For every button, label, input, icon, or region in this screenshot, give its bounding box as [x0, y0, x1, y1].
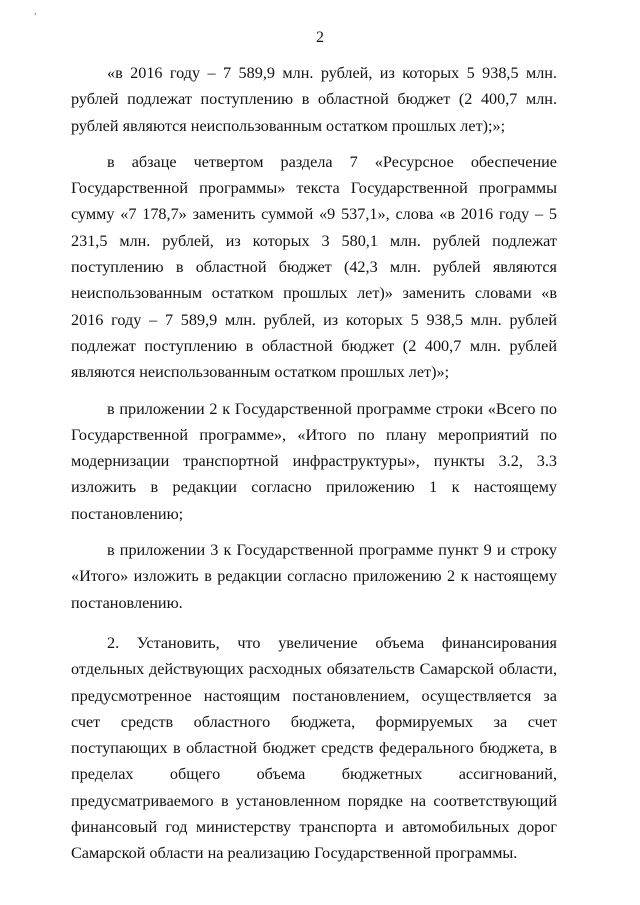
document-body [71, 60, 557, 867]
paragraph-2: в абзаце четвертом раздела 7 «Ресурсное обеспечение Государственной программы» текста Государственной программы сумму «7 178,7» заменить суммой «9 537,1», слова «в 2016 году – 5 231,5 млн. рублей, из которых 3 580,1 млн. рублей подлежат поступлению в областной бюджет (42,3 млн. рублей являются неиспользованным остатком прошлых лет)» заменить словами «в 2016 году – 7 589,9 млн. рублей, из которых 5 938,5 млн. рублей подлежат поступлению в областной бюджет (2 400,7 млн. рублей являются неиспользованным остатком прошлых лет)»; [71, 152, 557, 382]
paragraph-5: 2. Установить, что увеличение объема финансирования отдельных действующих расходных обязательств Самарской области, предусмотренное настоящим постановлением, осуществляется за счет средств областного бюджета, формируемых за счет поступающих в областной бюджет средств федерального бюджета, в пределах общего объема бюджетных ассигнований, предусматриваемого в установленном порядке на соответствующий финансовый год министерству транспорта и автомобильных дорог Самарской области на реализацию Государственной программы. [71, 633, 557, 863]
page-number: 2 [316, 29, 324, 46]
margin-mark: , [34, 6, 37, 17]
paragraph-3: в приложении 2 к Государственной программе строки «Всего по Государственной программе», «Итого по плану мероприятий по модернизации транспортной инфраструктуры», пункты 3.2, 3.3 изложить в редакции согласно приложению 1 к настоящему постановлению; [71, 399, 557, 523]
paragraph-1: «в 2016 году – 7 589,9 млн. рублей, из которых 5 938,5 млн. рублей подлежат поступлению в областной бюджет (2 400,7 млн. рублей являются неиспользованным остатком прошлых лет);»; [71, 64, 557, 135]
paragraph-4: в приложении 3 к Государственной программе пункт 9 и строку «Итого» изложить в редакции согласно приложению 2 к настоящему постановлению. [71, 541, 557, 612]
